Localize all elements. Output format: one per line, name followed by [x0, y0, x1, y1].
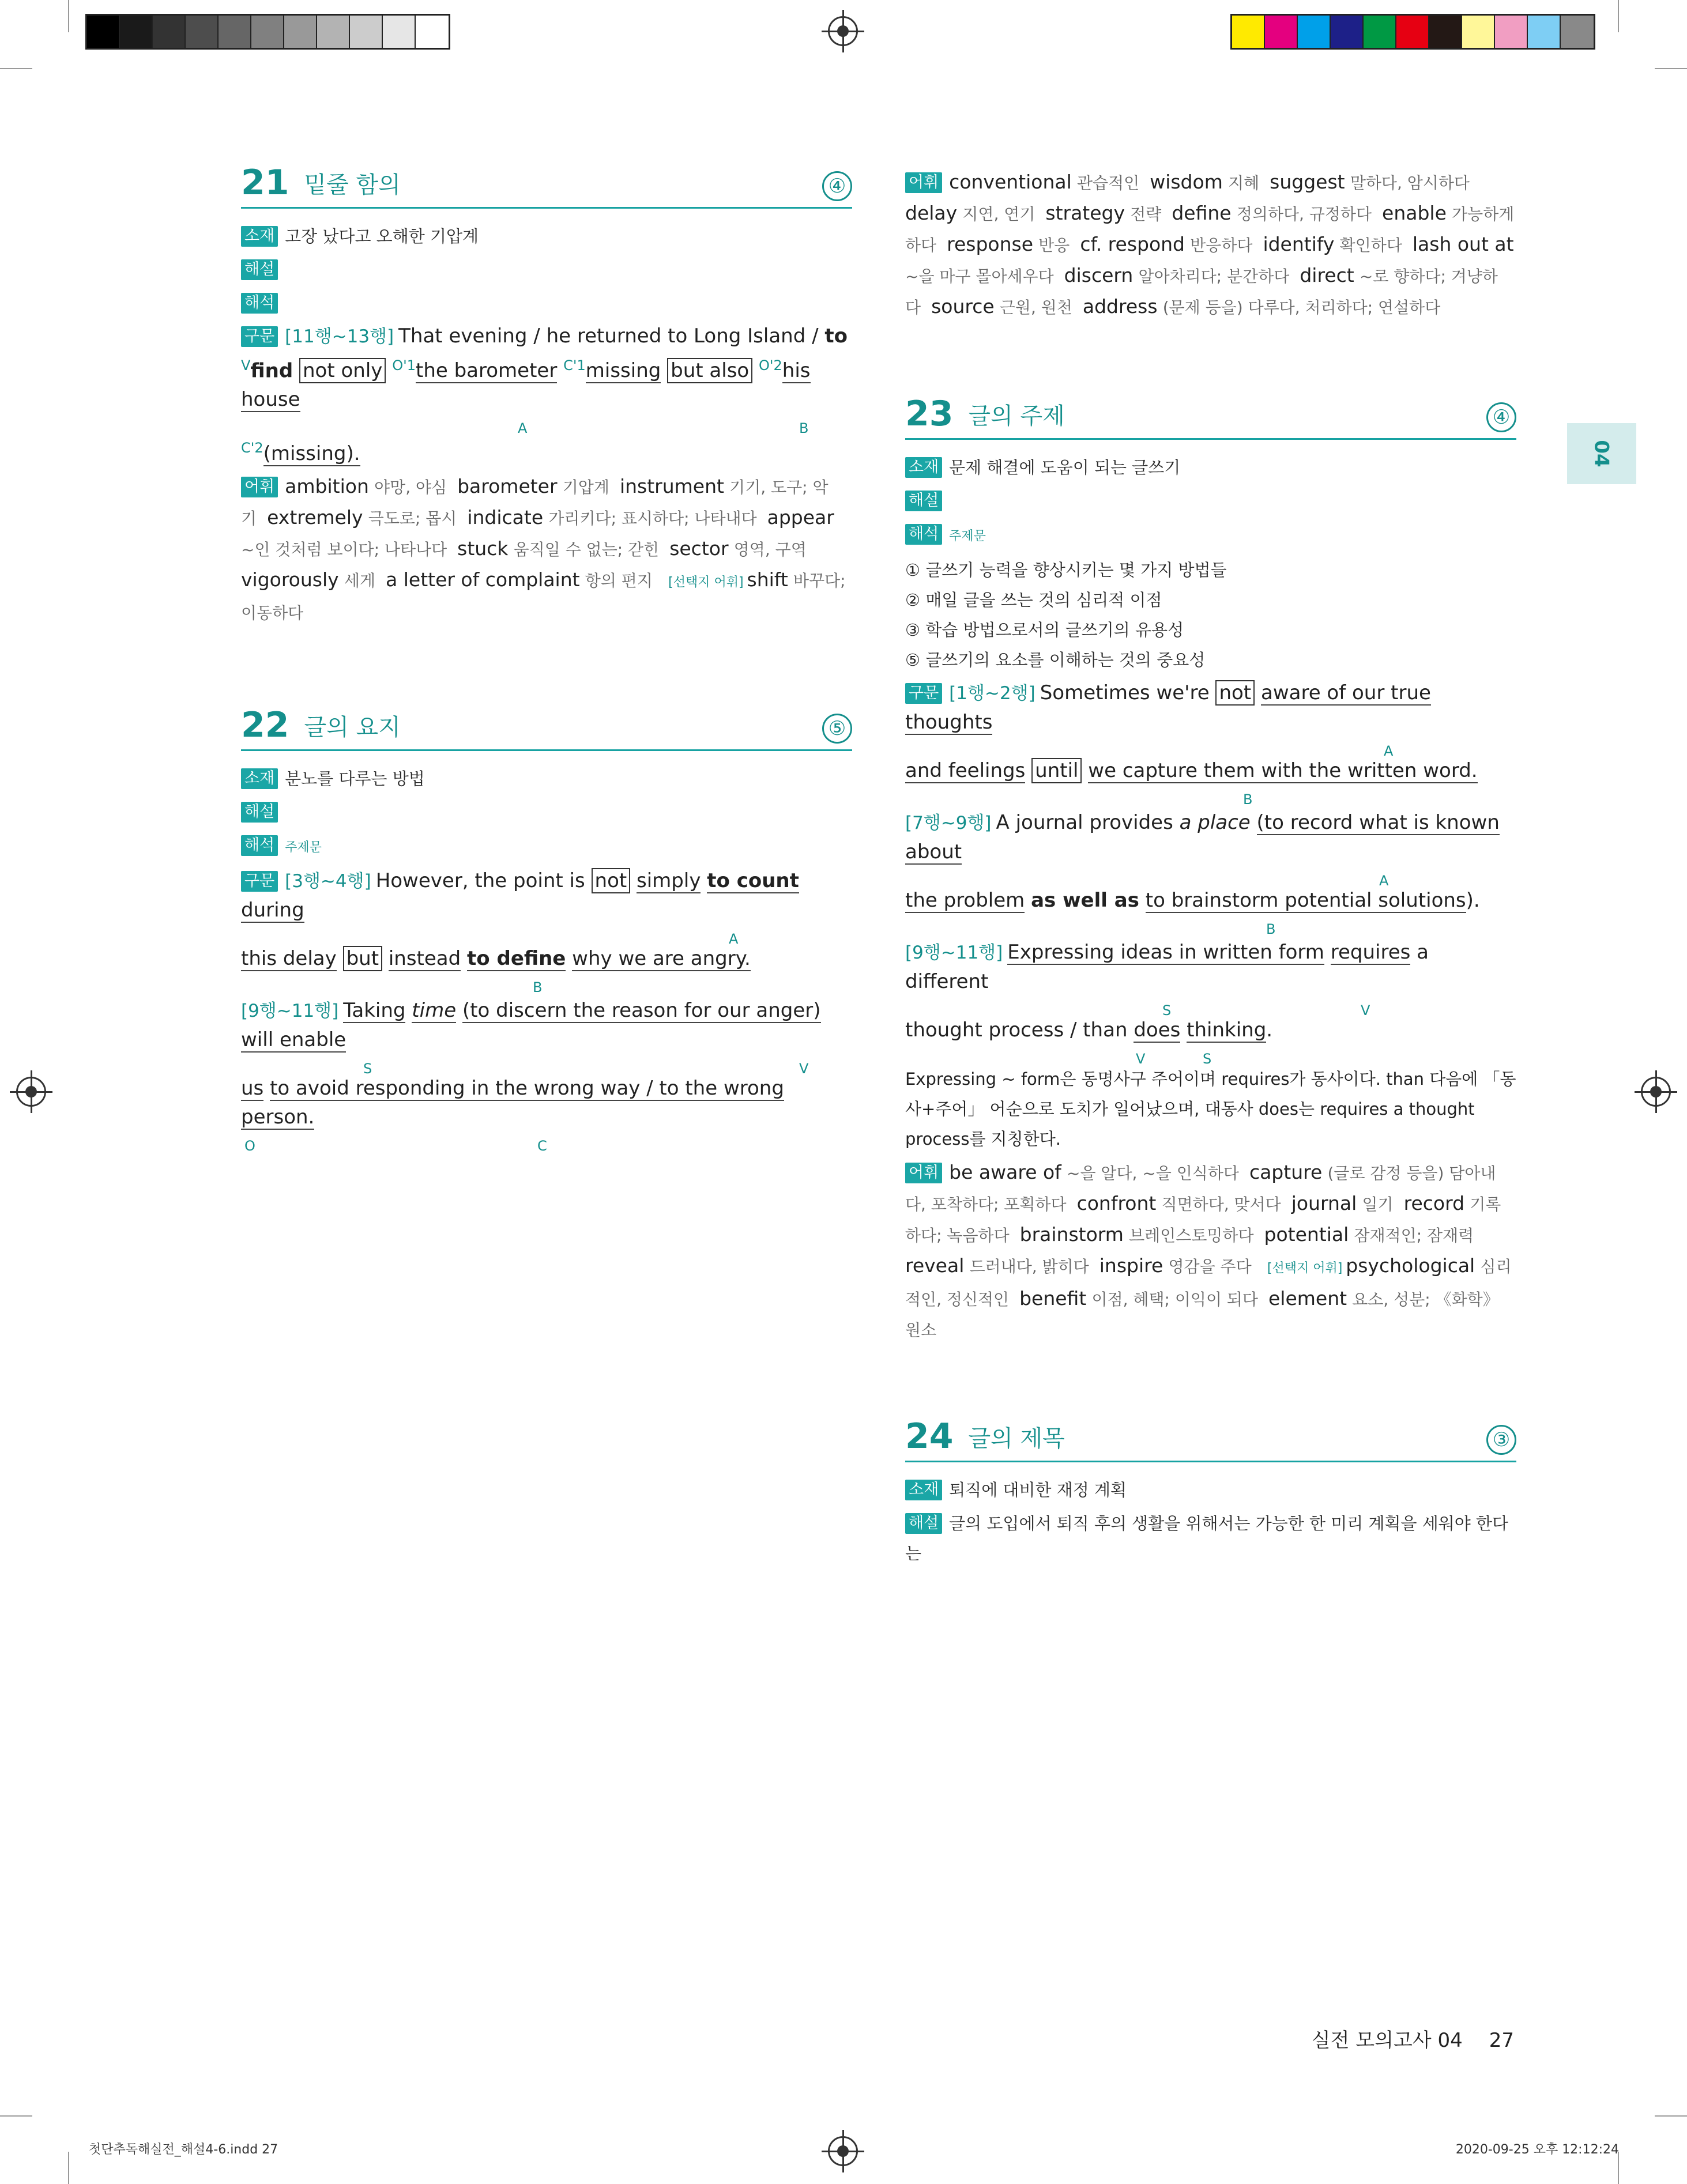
vocab-list: [241, 474, 834, 591]
haeseol-tag: 해설: [241, 802, 278, 823]
sojae-tag: 소재: [241, 226, 278, 247]
color-swatch: [153, 16, 186, 48]
vocab-meaning: 반응: [1038, 236, 1070, 255]
gumun-note: Expressing ~ form은 동명사구 주어이며 requires가 동사이다. than 다음에 「동사+주어」 어순으로 도치가 일어났으며, 대동사 does는 requires a thought process를 지칭한다.: [905, 1069, 1516, 1149]
section-side-tab: [1567, 423, 1636, 484]
vocab-meaning: (문제 등을) 다루다, 처리하다; 연설하다: [1162, 298, 1441, 317]
q23-sojae: [905, 452, 1516, 482]
vocab-word: appear: [767, 506, 834, 529]
gumun-to-brainstorm: to brainstorm potential solutions: [1145, 889, 1466, 912]
page-number: 27: [1489, 2029, 1514, 2052]
boxed-not-only: not only: [299, 358, 386, 383]
eoheui-tag: 어휘: [241, 477, 278, 497]
mark-o: O: [244, 1137, 255, 1154]
haeseok-tag: 해석: [905, 524, 942, 545]
vocab-choice-tag: [선택지 어휘]: [1267, 1261, 1343, 1276]
q22-header: [241, 704, 852, 751]
vocab-meaning: 기록하다; 녹음하다: [905, 1195, 1501, 1245]
gumun-period: .: [1266, 1019, 1273, 1042]
registration-mark-left: [16, 1077, 46, 1107]
vocab-meaning: 바꾸다; 이동하다: [241, 571, 846, 623]
mark-row: [905, 785, 1516, 808]
slug-timestamp: 2020-09-25 오후 12:12:24: [1455, 2142, 1619, 2157]
vocab-meaning: 말하다, 암시하다: [1350, 173, 1470, 193]
vocab-word: response: [947, 233, 1033, 255]
gumun-will-enable: will enable: [241, 1028, 347, 1051]
mark-b: B: [1243, 791, 1253, 808]
gumun-text: However, the point is: [375, 869, 585, 892]
crop-mark: [0, 2115, 32, 2117]
vocab-list: [905, 173, 1514, 317]
color-swatch: [1561, 16, 1594, 48]
mark-v: V: [799, 1060, 809, 1077]
vocab-word: vigorously: [241, 568, 339, 591]
mark-a: A: [518, 420, 528, 437]
vocab-word: benefit: [1019, 1287, 1087, 1310]
gumun-to-define: to define: [467, 946, 566, 970]
color-swatch: [284, 16, 317, 48]
boxed-until: until: [1031, 758, 1082, 783]
mark-v: V: [241, 357, 251, 374]
vocab-word: delay: [905, 202, 958, 224]
mark-b: B: [1266, 921, 1276, 937]
gumun-tag: 구문: [241, 326, 278, 347]
vocab-word: stuck: [457, 537, 509, 560]
mark-a: A: [729, 930, 739, 947]
registration-mark-top: [828, 16, 858, 46]
gumun-aware: aware of our true thoughts: [905, 681, 1431, 734]
line-reference: [3행~4행]: [285, 870, 371, 892]
crop-mark: [68, 2152, 69, 2184]
vocab-word: strategy: [1045, 202, 1125, 224]
gumun-text: Sometimes we're: [1040, 681, 1210, 704]
q24-haeseol: [905, 1508, 1516, 1568]
vocab-meaning: 극도로; 몹시: [368, 508, 457, 528]
vocab-meaning: 일기: [1362, 1195, 1394, 1214]
mark-b: B: [533, 979, 543, 995]
gumun-us: us: [241, 1076, 264, 1100]
mark-row: [905, 915, 1516, 937]
mark-row: [241, 414, 852, 437]
gumun-the-barometer: the barometer: [415, 359, 558, 383]
boxed-not: not: [592, 868, 631, 893]
q21-haeseok: [241, 288, 852, 318]
q23-header: [905, 395, 1516, 440]
vocab-word: journal: [1291, 1192, 1357, 1214]
vocab-word: capture: [1249, 1161, 1323, 1183]
choice-item: ③ 학습 방법으로서의 글쓰기의 유용성: [905, 620, 1184, 640]
q21-number: 21: [241, 163, 289, 203]
q24-number: 24: [905, 1416, 954, 1457]
q22-gumun-1: [241, 866, 852, 993]
q22-haeseol: [241, 797, 852, 827]
mark-row: [241, 1131, 852, 1154]
color-swatch: [1265, 16, 1298, 48]
q21-answer: ④: [822, 171, 852, 201]
gumun-text: That evening / he returned to Long Island /: [398, 325, 819, 348]
vocab-meaning: 가능하게 하다: [905, 205, 1515, 255]
vocab-word: source: [931, 295, 995, 318]
boxed-but: but: [343, 946, 382, 971]
vocab-word: reveal: [905, 1254, 965, 1277]
color-swatch: [1462, 16, 1495, 48]
vocab-choice-tag: [선택지 어휘]: [668, 575, 744, 590]
gumun-this-delay: this delay: [241, 946, 337, 970]
vocab-word: instrument: [619, 474, 724, 497]
color-swatch: [120, 16, 153, 48]
gumun-missing: missing: [585, 359, 661, 383]
q23-choices: [905, 555, 1516, 675]
q22-vocab: [905, 167, 1516, 323]
line-reference: [9행~11행]: [905, 942, 1003, 963]
vocab-meaning: 영감을 주다: [1168, 1257, 1252, 1276]
mark-c1: C'1: [563, 357, 586, 374]
color-swatch: [1429, 16, 1462, 48]
vocab-meaning: 지연, 연기: [962, 205, 1035, 224]
vocab-meaning: 관습적인: [1077, 173, 1140, 193]
q22-sojae: [241, 764, 852, 794]
mark-o1: O'1: [392, 357, 416, 374]
vocab-word: be aware of: [949, 1161, 1061, 1183]
vocab-word: discern: [1064, 264, 1134, 286]
vocab-word: identify: [1263, 233, 1335, 255]
vocab-meaning: 잠재적인; 잠재력: [1354, 1226, 1474, 1245]
color-swatch: [1298, 16, 1331, 48]
gumun-to: to: [824, 325, 848, 348]
q22-title: 글의 요지: [304, 714, 401, 741]
vocab-meaning: 브레인스토밍하다: [1129, 1226, 1254, 1245]
mark-row: [905, 996, 1516, 1019]
q21-header: [241, 164, 852, 209]
q22-gumun-2: [241, 996, 852, 1154]
q23-sojae-text: 문제 해결에 도움이 되는 글쓰기: [949, 458, 1181, 477]
q21-sojae: [241, 221, 852, 251]
mark-a: A: [1379, 873, 1389, 889]
vocab-word: extremely: [267, 506, 363, 529]
vocab-meaning: 확인하다: [1339, 236, 1402, 255]
mark-v: V: [1136, 1051, 1146, 1067]
side-tab-label: 04: [1590, 440, 1613, 467]
line-reference: [1행~2행]: [949, 683, 1035, 704]
gumun-a-different: a different: [905, 941, 1429, 993]
gumun-and-feelings: and feelings: [905, 759, 1026, 782]
color-swatch: [1364, 16, 1396, 48]
crop-mark: [68, 0, 69, 32]
gumun-the-problem: the problem: [905, 889, 1025, 912]
color-swatch: [1528, 16, 1561, 48]
mark-c: C: [537, 1137, 547, 1154]
gumun-as-well-as: as well as: [1031, 889, 1139, 912]
vocab-word: inspire: [1099, 1254, 1163, 1277]
color-swatch: [1495, 16, 1528, 48]
crop-mark: [0, 68, 32, 69]
vocab-meaning: 가리키다; 표시하다; 나타내다: [548, 508, 757, 528]
q22-sojae-text: 분노를 다루는 방법: [285, 768, 425, 789]
color-swatch: [383, 16, 416, 48]
vocab-meaning: 직면하다, 맞서다: [1161, 1195, 1281, 1214]
vocab-meaning: 이점, 혜택; 이익이 되다: [1091, 1290, 1258, 1309]
color-swatch: [1331, 16, 1364, 48]
color-swatch: [1396, 16, 1429, 48]
gumun-his-house: his house: [241, 359, 811, 412]
mark-row: [905, 737, 1516, 759]
sojae-tag: 소재: [905, 457, 942, 478]
mark-row: [241, 973, 852, 993]
vocab-meaning: 근원, 원천: [999, 298, 1072, 317]
color-swatch-bar: [1230, 14, 1595, 50]
boxed-not: not: [1215, 680, 1255, 706]
q24-answer: ③: [1486, 1425, 1516, 1455]
line-reference: [9행~11행]: [241, 1000, 339, 1021]
gumun-does: does: [1134, 1019, 1181, 1042]
vocab-word: enable: [1382, 202, 1447, 224]
gumun-time: time: [412, 998, 457, 1022]
line-reference: [7행~9행]: [905, 813, 992, 833]
sojae-tag: 소재: [905, 1480, 942, 1500]
vocab-meaning: 지혜: [1228, 173, 1260, 193]
color-swatch: [416, 16, 449, 48]
boxed-but-also: but also: [667, 358, 752, 383]
page-footer: [1312, 2024, 1514, 2053]
gumun-instead: instead: [388, 946, 461, 970]
q23-haeseok: [905, 519, 1516, 552]
q23-gumun-3: [905, 938, 1516, 1154]
haeseol-tag: 해설: [905, 1513, 942, 1534]
gumun-during: during: [241, 898, 304, 922]
q22-answer: ⑤: [822, 714, 852, 744]
vocab-word: element: [1268, 1287, 1347, 1310]
vocab-word: psychological: [1346, 1254, 1475, 1277]
color-swatch: [1232, 16, 1265, 48]
haeseol-tag: 해설: [905, 491, 942, 511]
gumun-simply: simply: [637, 869, 701, 892]
color-swatch: [219, 16, 251, 48]
vocab-word: confront: [1076, 1192, 1157, 1214]
choice-item: ② 매일 글을 쓰는 것의 심리적 이점: [905, 590, 1162, 610]
gumun-thinking: thinking: [1187, 1019, 1267, 1042]
mark-s: S: [1162, 1002, 1172, 1019]
crop-mark: [1655, 2115, 1687, 2117]
registration-mark-bottom: [828, 2136, 858, 2166]
vocab-word: brainstorm: [1019, 1223, 1124, 1246]
vocab-meaning: 반응하다: [1190, 236, 1253, 255]
q24-title: 글의 제목: [968, 1425, 1065, 1452]
color-swatch: [186, 16, 219, 48]
vocab-word: conventional: [949, 171, 1072, 193]
mark-v: V: [1361, 1002, 1370, 1019]
vocab-meaning: 심리적인, 정신적인: [905, 1257, 1512, 1309]
vocab-word: a letter of complaint: [386, 568, 580, 591]
vocab-meaning: (글로 감정 등을) 담아내다, 포착하다; 포획하다: [905, 1164, 1496, 1214]
q21-haeseol: [241, 255, 852, 285]
footer-label: 실전 모의고사 04: [1311, 2029, 1463, 2052]
mark-row: [905, 1044, 1516, 1067]
q23-haeseol: [905, 486, 1516, 516]
q24-haeseol-text: 글의 도입에서 퇴직 후의 생활을 위해서는 가능한 한 미리 계획을 세워야 한다는: [905, 1514, 1509, 1563]
q21-vocab: [241, 471, 852, 628]
vocab-word: wisdom: [1150, 171, 1223, 193]
q23-gumun-1: [905, 678, 1516, 808]
gumun-close: ).: [1466, 889, 1480, 912]
vocab-meaning: 항의 편지: [585, 571, 653, 590]
gumun-expressing: Expressing ideas in written form: [1007, 941, 1324, 964]
gumun-rest: to avoid responding in the wrong way / to the wrong person.: [241, 1076, 784, 1129]
vocab-meaning: ~을 알다, ~을 인식하다: [1067, 1164, 1239, 1183]
mark-s: S: [1203, 1051, 1212, 1067]
mark-a: A: [1384, 743, 1394, 759]
left-column: [241, 164, 852, 1155]
gumun-taking: Taking: [343, 998, 406, 1022]
gumun-paren: (to discern the reason for our anger): [462, 998, 821, 1022]
vocab-word: potential: [1264, 1223, 1349, 1246]
q22-number: 22: [241, 704, 289, 745]
vocab-meaning: ~을 마구 몰아세우다: [905, 267, 1054, 286]
vocab-meaning: ~인 것처럼 보이다; 나타나다: [241, 540, 447, 559]
gumun-tag: 구문: [905, 683, 942, 704]
gumun-find: find: [250, 359, 293, 383]
vocab-meaning: 야망, 야심: [374, 477, 447, 497]
mark-row: [241, 1054, 852, 1077]
vocab-meaning: 드러내다, 밝히다: [969, 1257, 1089, 1276]
mark-row: [905, 866, 1516, 889]
vocab-meaning: 요소, 성분; 《화학》 원소: [905, 1290, 1499, 1340]
choice-item: ⑤ 글쓰기의 요소를 이해하는 것의 중요성: [905, 650, 1206, 670]
gumun-thought-process: thought process / than: [905, 1019, 1128, 1042]
vocab-meaning: 기기, 도구; 악기: [241, 477, 829, 528]
color-swatch: [350, 16, 383, 48]
vocab-word: ambition: [285, 474, 369, 497]
q24-header: [905, 1418, 1516, 1462]
q24-sojae-text: 퇴직에 대비한 재정 계획: [949, 1480, 1127, 1500]
vocab-word: sector: [669, 537, 729, 560]
q23-number: 23: [905, 394, 954, 434]
vocab-word: address: [1082, 295, 1158, 318]
vocab-word: lash out at: [1412, 233, 1514, 255]
haeseol-tag: 해설: [241, 259, 278, 280]
mark-s: S: [363, 1060, 372, 1077]
registration-mark-right: [1641, 1077, 1671, 1107]
vocab-word: define: [1172, 202, 1232, 224]
topic-sentence-tag: 주제문: [949, 529, 986, 544]
color-swatch: [251, 16, 284, 48]
vocab-meaning: 기압계: [562, 477, 609, 497]
gumun-missing-2: (missing).: [263, 442, 360, 465]
q21-sojae-text: 고장 났다고 오해한 기압계: [285, 227, 479, 246]
vocab-word: direct: [1300, 264, 1354, 286]
q23-vocab: [905, 1157, 1516, 1345]
gumun-requires: requires: [1330, 941, 1411, 964]
sojae-tag: 소재: [241, 768, 278, 789]
mark-o2: O'2: [759, 357, 782, 374]
mark-row: [241, 925, 852, 947]
topic-sentence-tag: 주제문: [285, 840, 322, 855]
line-reference: [11행~13행]: [285, 326, 394, 347]
q23-answer: ④: [1486, 402, 1516, 432]
color-swatch: [87, 16, 120, 48]
vocab-meaning: 정의하다, 규정하다: [1236, 205, 1372, 224]
gumun-to-count: to count: [707, 869, 799, 892]
mark-b: B: [799, 420, 809, 437]
gumun-to-record: (to record what is known about: [905, 811, 1500, 863]
mark-c2: C'2: [241, 440, 263, 457]
vocab-meaning: 전략: [1130, 205, 1162, 224]
vocab-meaning: 영역, 구역: [733, 540, 807, 559]
vocab-word: cf. respond: [1080, 233, 1185, 255]
right-column: [905, 167, 1516, 1572]
vocab-meaning: 움직일 수 없는; 갇힌: [513, 540, 660, 559]
haeseok-tag: 해석: [241, 835, 278, 856]
vocab-word: shift: [747, 568, 788, 591]
crop-mark: [1618, 0, 1619, 32]
vocab-word: barometer: [457, 474, 558, 497]
eoheui-tag: 어휘: [905, 172, 942, 193]
vocab-word: suggest: [1270, 171, 1345, 193]
vocab-meaning: ~로 향하다; 겨냥하다: [905, 267, 1498, 317]
vocab-word: indicate: [467, 506, 544, 529]
crop-mark: [1655, 68, 1687, 69]
vocab-meaning: 세게: [344, 571, 376, 590]
q24-sojae: [905, 1475, 1516, 1505]
gumun-tag: 구문: [241, 871, 278, 892]
gumun-capture: we capture them with the written word.: [1088, 759, 1478, 782]
gray-swatch-bar: [85, 14, 450, 50]
q23-title: 글의 주제: [968, 403, 1065, 429]
vocab-word: record: [1403, 1192, 1465, 1214]
haeseok-tag: 해석: [241, 293, 278, 314]
vocab-meaning: 알아차리다; 분간하다: [1138, 267, 1290, 286]
q21-gumun: [241, 322, 852, 468]
q22-haeseok: [241, 831, 852, 863]
q21-title: 밑줄 함의: [304, 172, 401, 198]
choice-item: ① 글쓰기 능력을 향상시키는 몇 가지 방법들: [905, 560, 1227, 580]
q23-gumun-2: [905, 808, 1516, 937]
color-swatch: [317, 16, 350, 48]
eoheui-tag: 어휘: [905, 1163, 942, 1183]
gumun-why: why we are angry.: [572, 946, 751, 970]
gumun-text: A journal provides: [996, 811, 1173, 834]
gumun-a-place: a place: [1179, 811, 1251, 834]
slug-filename: 첫단추독해실전_해설4-6.indd 27: [89, 2142, 278, 2157]
